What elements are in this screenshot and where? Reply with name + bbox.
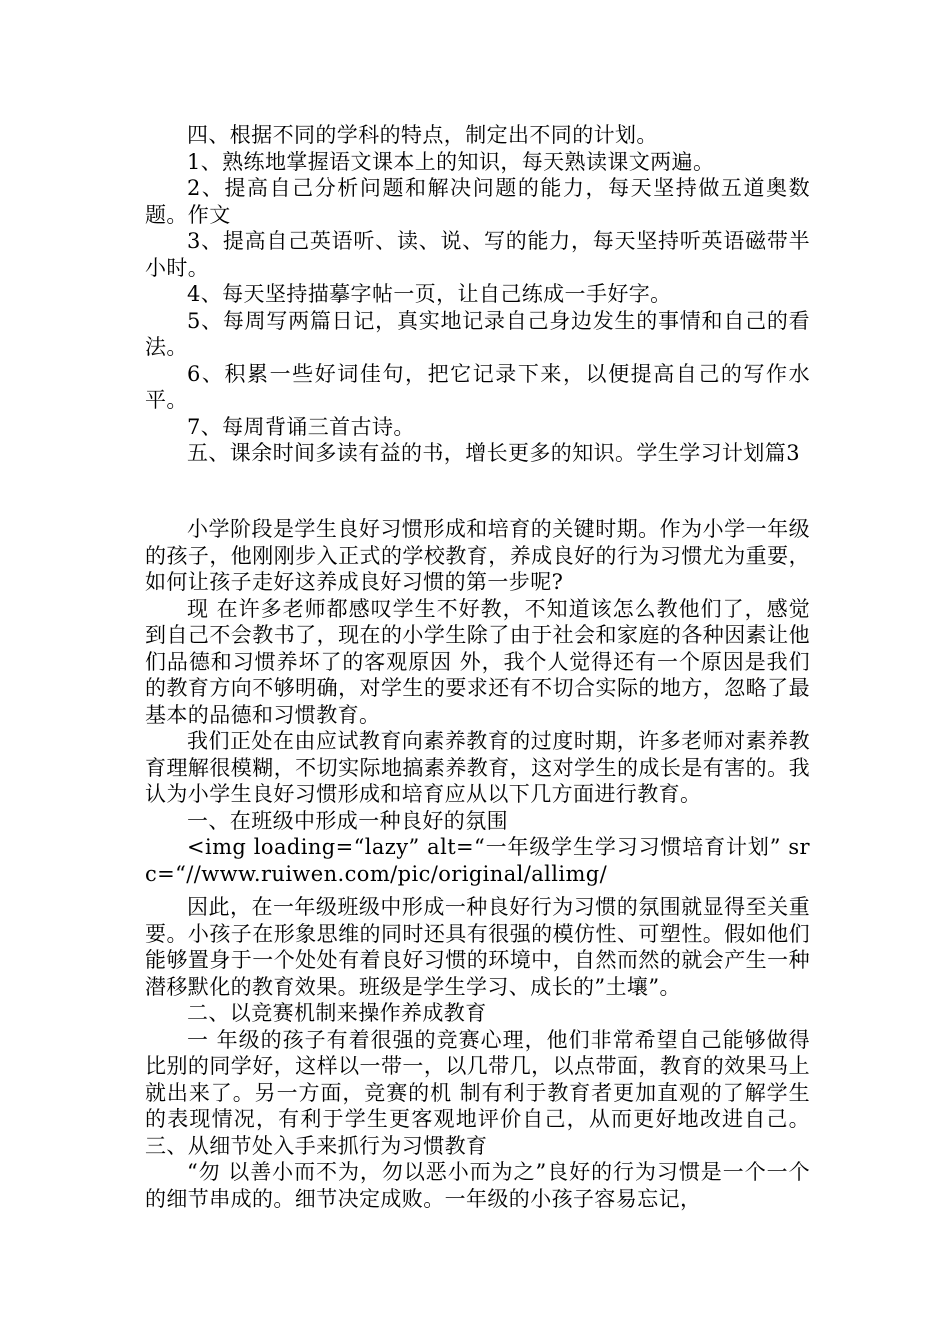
paragraph-intro: 小学阶段是学生良好习惯形成和培育的关键时期。作为小学一年级的孩子，他刚刚步入正式的学校教育，养成良好的行为习惯尤为重要，如何让孩子走好这养成良好习惯的第一步呢? — [145, 517, 810, 594]
habit-plan-intro-section — [145, 516, 810, 887]
paragraph-item-6: 6、积累一些好词佳句，把它记录下来，以便提高自己的写作水平。 — [145, 361, 810, 412]
paragraph-item-4: 4、每天坚持描摹字帖一页，让自己练成一手好字。 — [187, 282, 672, 306]
paragraph-item-1: 1、熟练地掌握语文课本上的知识，每天熟读课文两遍。 — [187, 149, 715, 174]
habit-plan-body-section — [145, 894, 810, 1212]
paragraph-heading-two: 二、以竞赛机制来操作养成教育 — [187, 1001, 487, 1025]
paragraph-transition-period: 我们正处在由应试教育向素养教育的过度时期，许多老师对素养教育理解很模糊，不切实际地搞素养教育，这对学生的成长是有害的。我认为小学生良好习惯形成和培育应从以下几方面进行教育。 — [145, 729, 810, 806]
paragraph-item-5: 5、每周写两篇日记，真实地记录自己身边发生的事情和自己的看法。 — [145, 308, 810, 359]
paragraph-competition: 一 年级的孩子有着很强的竞赛心理，他们非常希望自己能够做得比别的同学好，这样以一带一，以几带几，以点带面，教育的效果马上就出来了。另一方面，竞赛的机 制有利于教育者更加直观的了解学生的表现情况，有利于学生更客观地评价自己，从而更好地改进自己。三、从细节处入手来抓行为习惯教育 — [145, 1027, 810, 1158]
paragraph-atmosphere: 因此，在一年级班级中形成一种良好行为习惯的氛围就显得至关重要。小孩子在形象思维的同时还具有很强的模仿性、可塑性。假如他们能够置身于一个处处有着良好习惯的环境中，自然而然的就会产生一种潜移默化的教育效果。班级是学生学习、成长的”土壤”。 — [145, 895, 810, 999]
paragraph-heading-five: 五、课余时间多读有益的书，增长更多的知识。学生学习计划篇3 — [187, 441, 800, 465]
paragraph-heading-four: 四、根据不同的学科的特点，制定出不同的计划。 — [187, 123, 658, 147]
paragraph-img-code: <img loading=“lazy” alt=“一年级学生学习习惯培育计划” src=“//www.ruiwen.com/pic/original/allimg/ — [145, 835, 810, 886]
paragraph-item-7: 7、每周背诵三首古诗。 — [187, 414, 415, 439]
paragraph-heading-one: 一、在班级中形成一种良好的氛围 — [187, 808, 508, 833]
paragraph-current-situation: 现 在许多老师都感叹学生不好教，不知道该怎么教他们了，感觉到自己不会教书了，现在的小学生除了由于社会和家庭的各种因素让他们品德和习惯养坏了的客观原因 外，我个人觉得还有一个原因是我们的教育方向不够明确，对学生的要求还有不切合实际的地方，忽略了最基本的品德和习惯教育。 — [145, 596, 810, 727]
study-plan-section — [145, 122, 810, 467]
paragraph-item-3: 3、提高自己英语听、读、说、写的能力，每天坚持听英语磁带半小时。 — [145, 229, 810, 280]
paragraph-item-2: 2、提高自己分析问题和解决问题的能力，每天坚持做五道奥数题。作文 — [145, 176, 810, 227]
paragraph-details: “勿 以善小而不为，勿以恶小而为之”良好的行为习惯是一个一个的细节串成的。细节决定成败。一年级的小孩子容易忘记， — [145, 1160, 810, 1211]
